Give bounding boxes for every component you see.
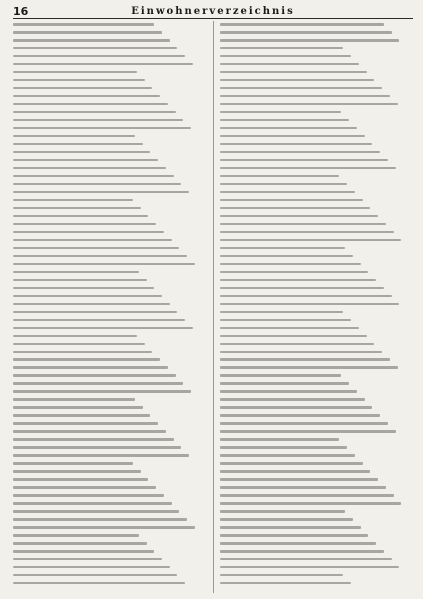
directory-entry-placeholder (13, 117, 207, 124)
directory-entry-placeholder (220, 452, 414, 459)
directory-entry-placeholder (220, 205, 414, 212)
column-divider (213, 21, 214, 593)
directory-entry-placeholder (13, 564, 207, 571)
directory-entry-placeholder (220, 37, 414, 44)
directory-entry-placeholder (220, 189, 414, 196)
directory-entry-placeholder (220, 77, 414, 84)
directory-entry-placeholder (13, 404, 207, 411)
directory-entry-placeholder (13, 508, 207, 515)
directory-entry-placeholder (220, 221, 414, 228)
directory-entry-placeholder (13, 484, 207, 491)
directory-entry-placeholder (220, 261, 414, 268)
directory-entry-placeholder (13, 436, 207, 443)
directory-entry-placeholder (13, 540, 207, 547)
page-title: Einwohnerverzeichnis (131, 6, 295, 17)
directory-entry-placeholder (13, 85, 207, 92)
right-column (220, 21, 414, 593)
directory-entry-placeholder (220, 460, 414, 467)
directory-entry-placeholder (13, 149, 207, 156)
directory-entry-placeholder (220, 532, 414, 539)
directory-entry-placeholder (220, 101, 414, 108)
directory-entry-placeholder (13, 444, 207, 451)
directory-entry-placeholder (13, 253, 207, 260)
directory-entry-placeholder (220, 269, 414, 276)
directory-entry-placeholder (220, 173, 414, 180)
directory-entry-placeholder (13, 61, 207, 68)
directory-entry-placeholder (220, 237, 414, 244)
directory-entry-placeholder (220, 53, 414, 60)
directory-entry-placeholder (13, 500, 207, 507)
directory-entry-placeholder (13, 125, 207, 132)
directory-entry-placeholder (220, 508, 414, 515)
directory-entry-placeholder (13, 229, 207, 236)
directory-entry-placeholder (220, 372, 414, 379)
directory-entry-placeholder (220, 412, 414, 419)
directory-entry-placeholder (13, 157, 207, 164)
page-number: 16 (13, 5, 29, 18)
page-header (13, 5, 413, 19)
directory-entry-placeholder (13, 420, 207, 427)
directory-entry-placeholder (13, 356, 207, 363)
directory-entry-placeholder (220, 580, 414, 587)
directory-entry-placeholder (220, 125, 414, 132)
directory-entry-placeholder (220, 524, 414, 531)
directory-entry-placeholder (220, 157, 414, 164)
directory-entry-placeholder (220, 420, 414, 427)
directory-entry-placeholder (220, 117, 414, 124)
directory-entry-placeholder (220, 476, 414, 483)
directory-entry-placeholder (13, 364, 207, 371)
directory-entry-placeholder (220, 556, 414, 563)
directory-entry-placeholder (13, 237, 207, 244)
directory-entry-placeholder (220, 133, 414, 140)
directory-entry-placeholder (220, 484, 414, 491)
directory-entry-placeholder (220, 500, 414, 507)
directory-entry-placeholder (13, 572, 207, 579)
directory-entry-placeholder (13, 77, 207, 84)
directory-entry-placeholder (13, 532, 207, 539)
directory-entry-placeholder (220, 492, 414, 499)
directory-entry-placeholder (13, 261, 207, 268)
directory-entry-placeholder (13, 189, 207, 196)
directory-entry-placeholder (220, 572, 414, 579)
directory-entry-placeholder (220, 324, 414, 331)
directory-entry-placeholder (220, 356, 414, 363)
directory-entry-placeholder (220, 436, 414, 443)
directory-entry-placeholder (13, 524, 207, 531)
directory-entry-placeholder (220, 165, 414, 172)
directory-entry-placeholder (220, 45, 414, 52)
directory-entry-placeholder (220, 197, 414, 204)
directory-entry-placeholder (220, 149, 414, 156)
directory-entry-placeholder (220, 213, 414, 220)
directory-entry-placeholder (13, 45, 207, 52)
directory-entry-placeholder (13, 93, 207, 100)
directory-entry-placeholder (13, 556, 207, 563)
directory-entry-placeholder (13, 372, 207, 379)
left-column (13, 21, 207, 593)
directory-entry-placeholder (13, 277, 207, 284)
directory-entry-placeholder (13, 69, 207, 76)
directory-entry-placeholder (13, 213, 207, 220)
directory-entry-placeholder (220, 516, 414, 523)
directory-entry-placeholder (220, 229, 414, 236)
directory-entry-placeholder (13, 492, 207, 499)
directory-entry-placeholder (13, 269, 207, 276)
directory-entry-placeholder (13, 396, 207, 403)
directory-entry-placeholder (13, 476, 207, 483)
directory-entry-placeholder (220, 396, 414, 403)
directory-entry-placeholder (220, 109, 414, 116)
directory-entry-placeholder (220, 428, 414, 435)
directory-entry-placeholder (13, 340, 207, 347)
directory-entry-placeholder (13, 245, 207, 252)
directory-entry-placeholder (220, 181, 414, 188)
directory-entry-placeholder (13, 221, 207, 228)
directory-entry-placeholder (13, 165, 207, 172)
directory-entry-placeholder (220, 444, 414, 451)
directory-entry-placeholder (13, 205, 207, 212)
directory-entry-placeholder (13, 308, 207, 315)
directory-entry-placeholder (13, 109, 207, 116)
directory-entry-placeholder (13, 460, 207, 467)
directory-entry-placeholder (220, 21, 414, 28)
directory-entry-placeholder (220, 29, 414, 36)
directory-entry-placeholder (220, 245, 414, 252)
directory-entry-placeholder (13, 324, 207, 331)
directory-entry-placeholder (220, 61, 414, 68)
directory-entry-placeholder (13, 412, 207, 419)
directory-entry-placeholder (220, 548, 414, 555)
directory-entry-placeholder (13, 300, 207, 307)
directory-entry-placeholder (13, 101, 207, 108)
directory-columns (13, 21, 413, 593)
directory-entry-placeholder (13, 21, 207, 28)
directory-entry-placeholder (220, 93, 414, 100)
directory-entry-placeholder (220, 348, 414, 355)
directory-entry-placeholder (13, 292, 207, 299)
directory-entry-placeholder (13, 468, 207, 475)
directory-entry-placeholder (13, 141, 207, 148)
directory-entry-placeholder (220, 277, 414, 284)
directory-entry-placeholder (220, 380, 414, 387)
directory-entry-placeholder (220, 564, 414, 571)
directory-entry-placeholder (13, 380, 207, 387)
directory-entry-placeholder (13, 332, 207, 339)
directory-entry-placeholder (13, 548, 207, 555)
directory-entry-placeholder (220, 85, 414, 92)
directory-entry-placeholder (13, 428, 207, 435)
directory-entry-placeholder (220, 253, 414, 260)
directory-entry-placeholder (220, 388, 414, 395)
directory-entry-placeholder (13, 53, 207, 60)
directory-entry-placeholder (13, 452, 207, 459)
directory-entry-placeholder (220, 364, 414, 371)
directory-entry-placeholder (220, 468, 414, 475)
directory-entry-placeholder (13, 316, 207, 323)
directory-entry-placeholder (220, 69, 414, 76)
directory-entry-placeholder (220, 340, 414, 347)
directory-entry-placeholder (13, 197, 207, 204)
directory-entry-placeholder (13, 348, 207, 355)
directory-entry-placeholder (13, 580, 207, 587)
directory-entry-placeholder (220, 300, 414, 307)
directory-entry-placeholder (220, 284, 414, 291)
directory-entry-placeholder (220, 332, 414, 339)
directory-entry-placeholder (220, 316, 414, 323)
directory-entry-placeholder (13, 181, 207, 188)
directory-entry-placeholder (220, 540, 414, 547)
directory-entry-placeholder (220, 292, 414, 299)
directory-entry-placeholder (13, 37, 207, 44)
directory-entry-placeholder (13, 284, 207, 291)
directory-entry-placeholder (220, 141, 414, 148)
directory-entry-placeholder (13, 173, 207, 180)
directory-entry-placeholder (220, 404, 414, 411)
directory-entry-placeholder (13, 29, 207, 36)
directory-entry-placeholder (13, 516, 207, 523)
directory-entry-placeholder (13, 388, 207, 395)
directory-entry-placeholder (220, 308, 414, 315)
directory-entry-placeholder (13, 133, 207, 140)
